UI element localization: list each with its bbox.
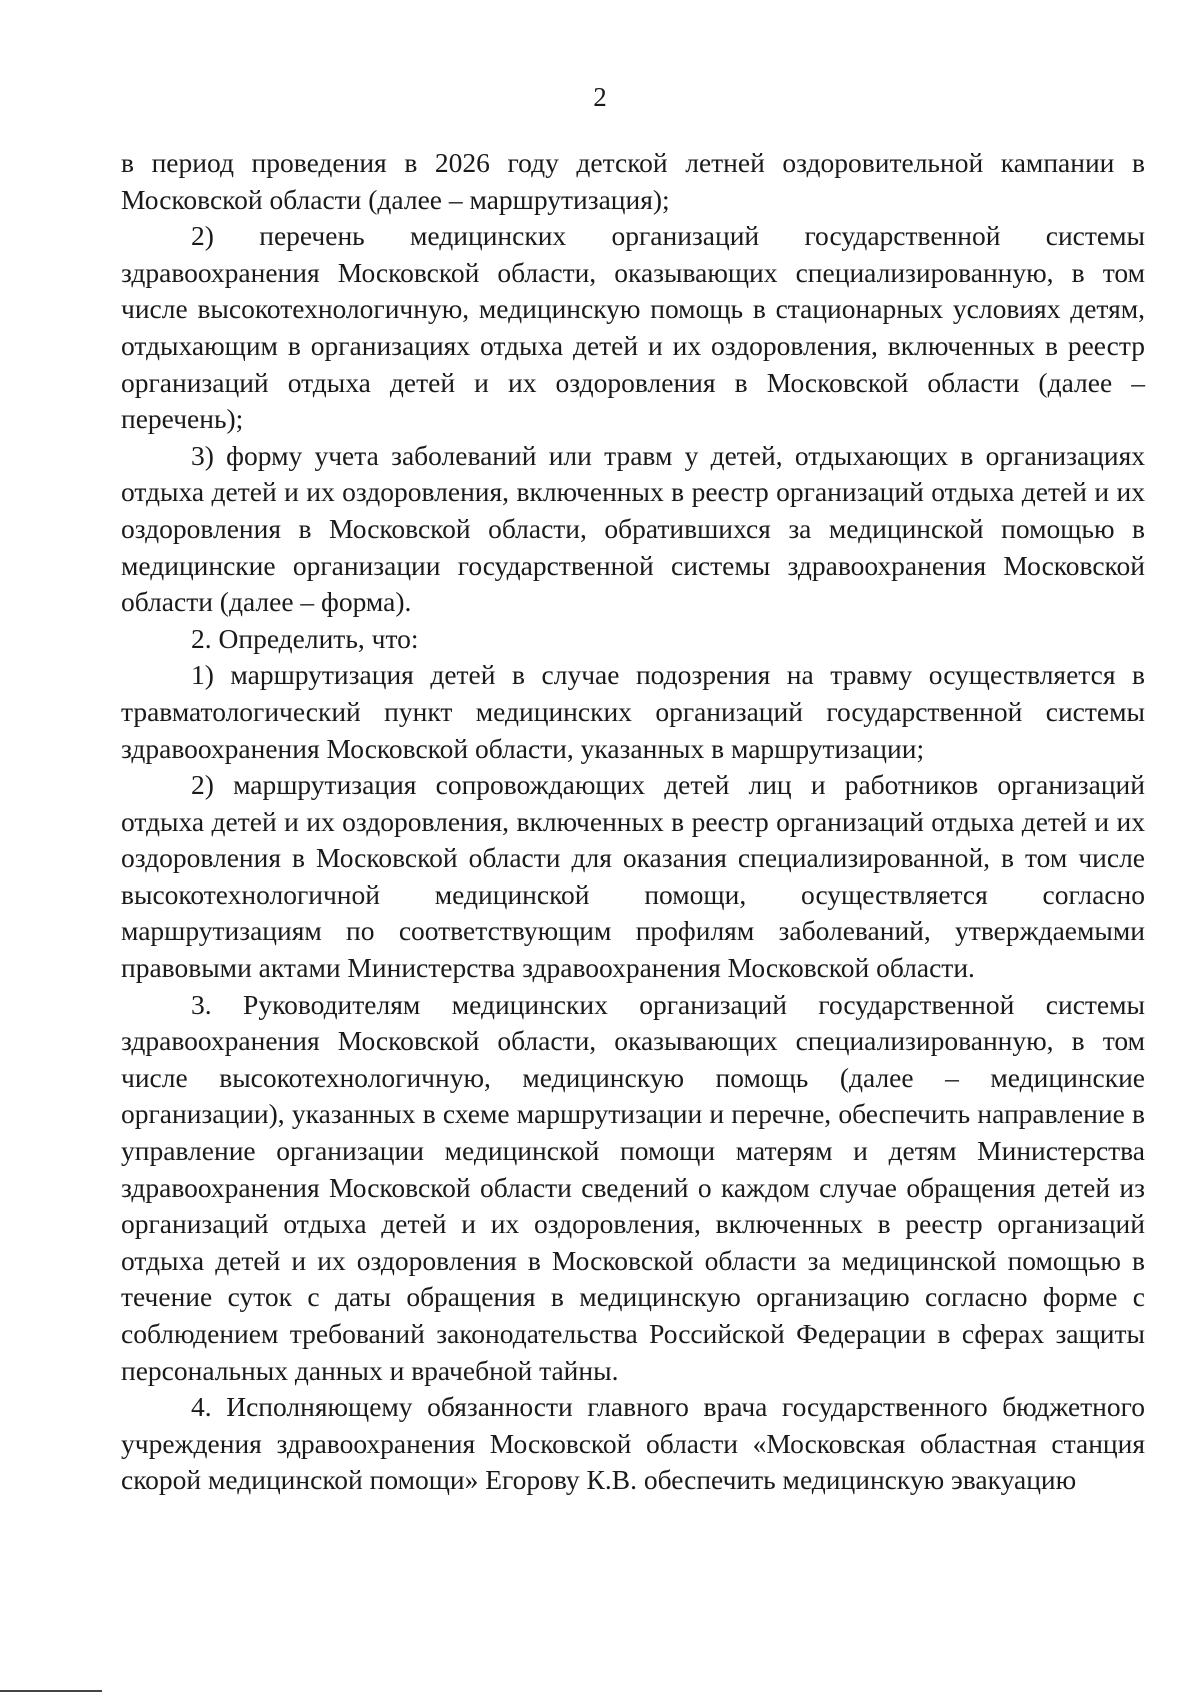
paragraph: 2. Определить, что: [191,622,419,654]
page-number: 2 [593,82,607,112]
paragraph: 2) перечень медицинских организаций государственной системы здравоохранения Московской области, оказывающих специализированную, в том числе высокотехнологичную, медицинскую помощь в стационарных условиях детям, отдыхающим в организациях отдыха детей и их оздоровления, включенных в реестр организаций отдыха детей и их оздоровления в Московской области (далее – перечень); [121,220,1145,435]
paragraph: 4. Исполняющему обязанности главного врача государственного бюджетного учреждения здравоохранения Московской области «Московская областная станция скорой медицинской помощи» Егорову К.В. обеспечить медицинскую эвакуацию [121,1391,1145,1496]
paragraph: 3) форму учета заболеваний или травм у детей, отдыхающих в организациях отдыха детей и их оздоровления, включенных в реестр организаций отдыха детей и их оздоровления в Московской области, обратившихся за медицинской помощью в медицинские организации государственной системы здравоохранения Московской области (далее – форма). [121,439,1145,618]
paragraph: 2) маршрутизация сопровождающих детей лиц и работников организаций отдыха детей и их оздоровления, включенных в реестр организаций отдыха детей и их оздоровления в Московской области для оказания специализированной, в том числе высокотехнологичной медицинской помощи, осуществляется согласно маршрутизациям по соответствующим профилям заболеваний, утверждаемыми правовыми актами Министерства здравоохранения Московской области. [121,769,1145,984]
paragraph: 1) маршрутизация детей в случае подозрения на травму осуществляется в травматологический пункт медицинских организаций государственной системы здравоохранения Московской области, указанных в маршрутизации; [121,659,1145,764]
paragraph: 3. Руководителям медицинских организаций государственной системы здравоохранения Московской области, оказывающих специализированную, в том числе высокотехнологичную, медицинскую помощь (далее – медицинские организации), указанных в схеме маршрутизации и перечне, обеспечить направление в управление организации медицинской помощи матерям и детям Министерства здравоохранения Московской области сведений о каждом случае обращения детей из организаций отдыха детей и их оздоровления, включенных в реестр организаций отдыха детей и их оздоровления в Московской области за медицинской помощью в течение суток с даты обращения в медицинскую организацию согласно форме с соблюдением требований законодательства Российской Федерации в сферах защиты персональных данных и врачебной тайны. [121,988,1145,1386]
document-body [121,145,1145,1499]
scan-edge-mark [0,1690,102,1692]
paragraph: в период проведения в 2026 году детской летней оздоровительной кампании в Московской области (далее – маршрутизация); [121,147,1145,215]
